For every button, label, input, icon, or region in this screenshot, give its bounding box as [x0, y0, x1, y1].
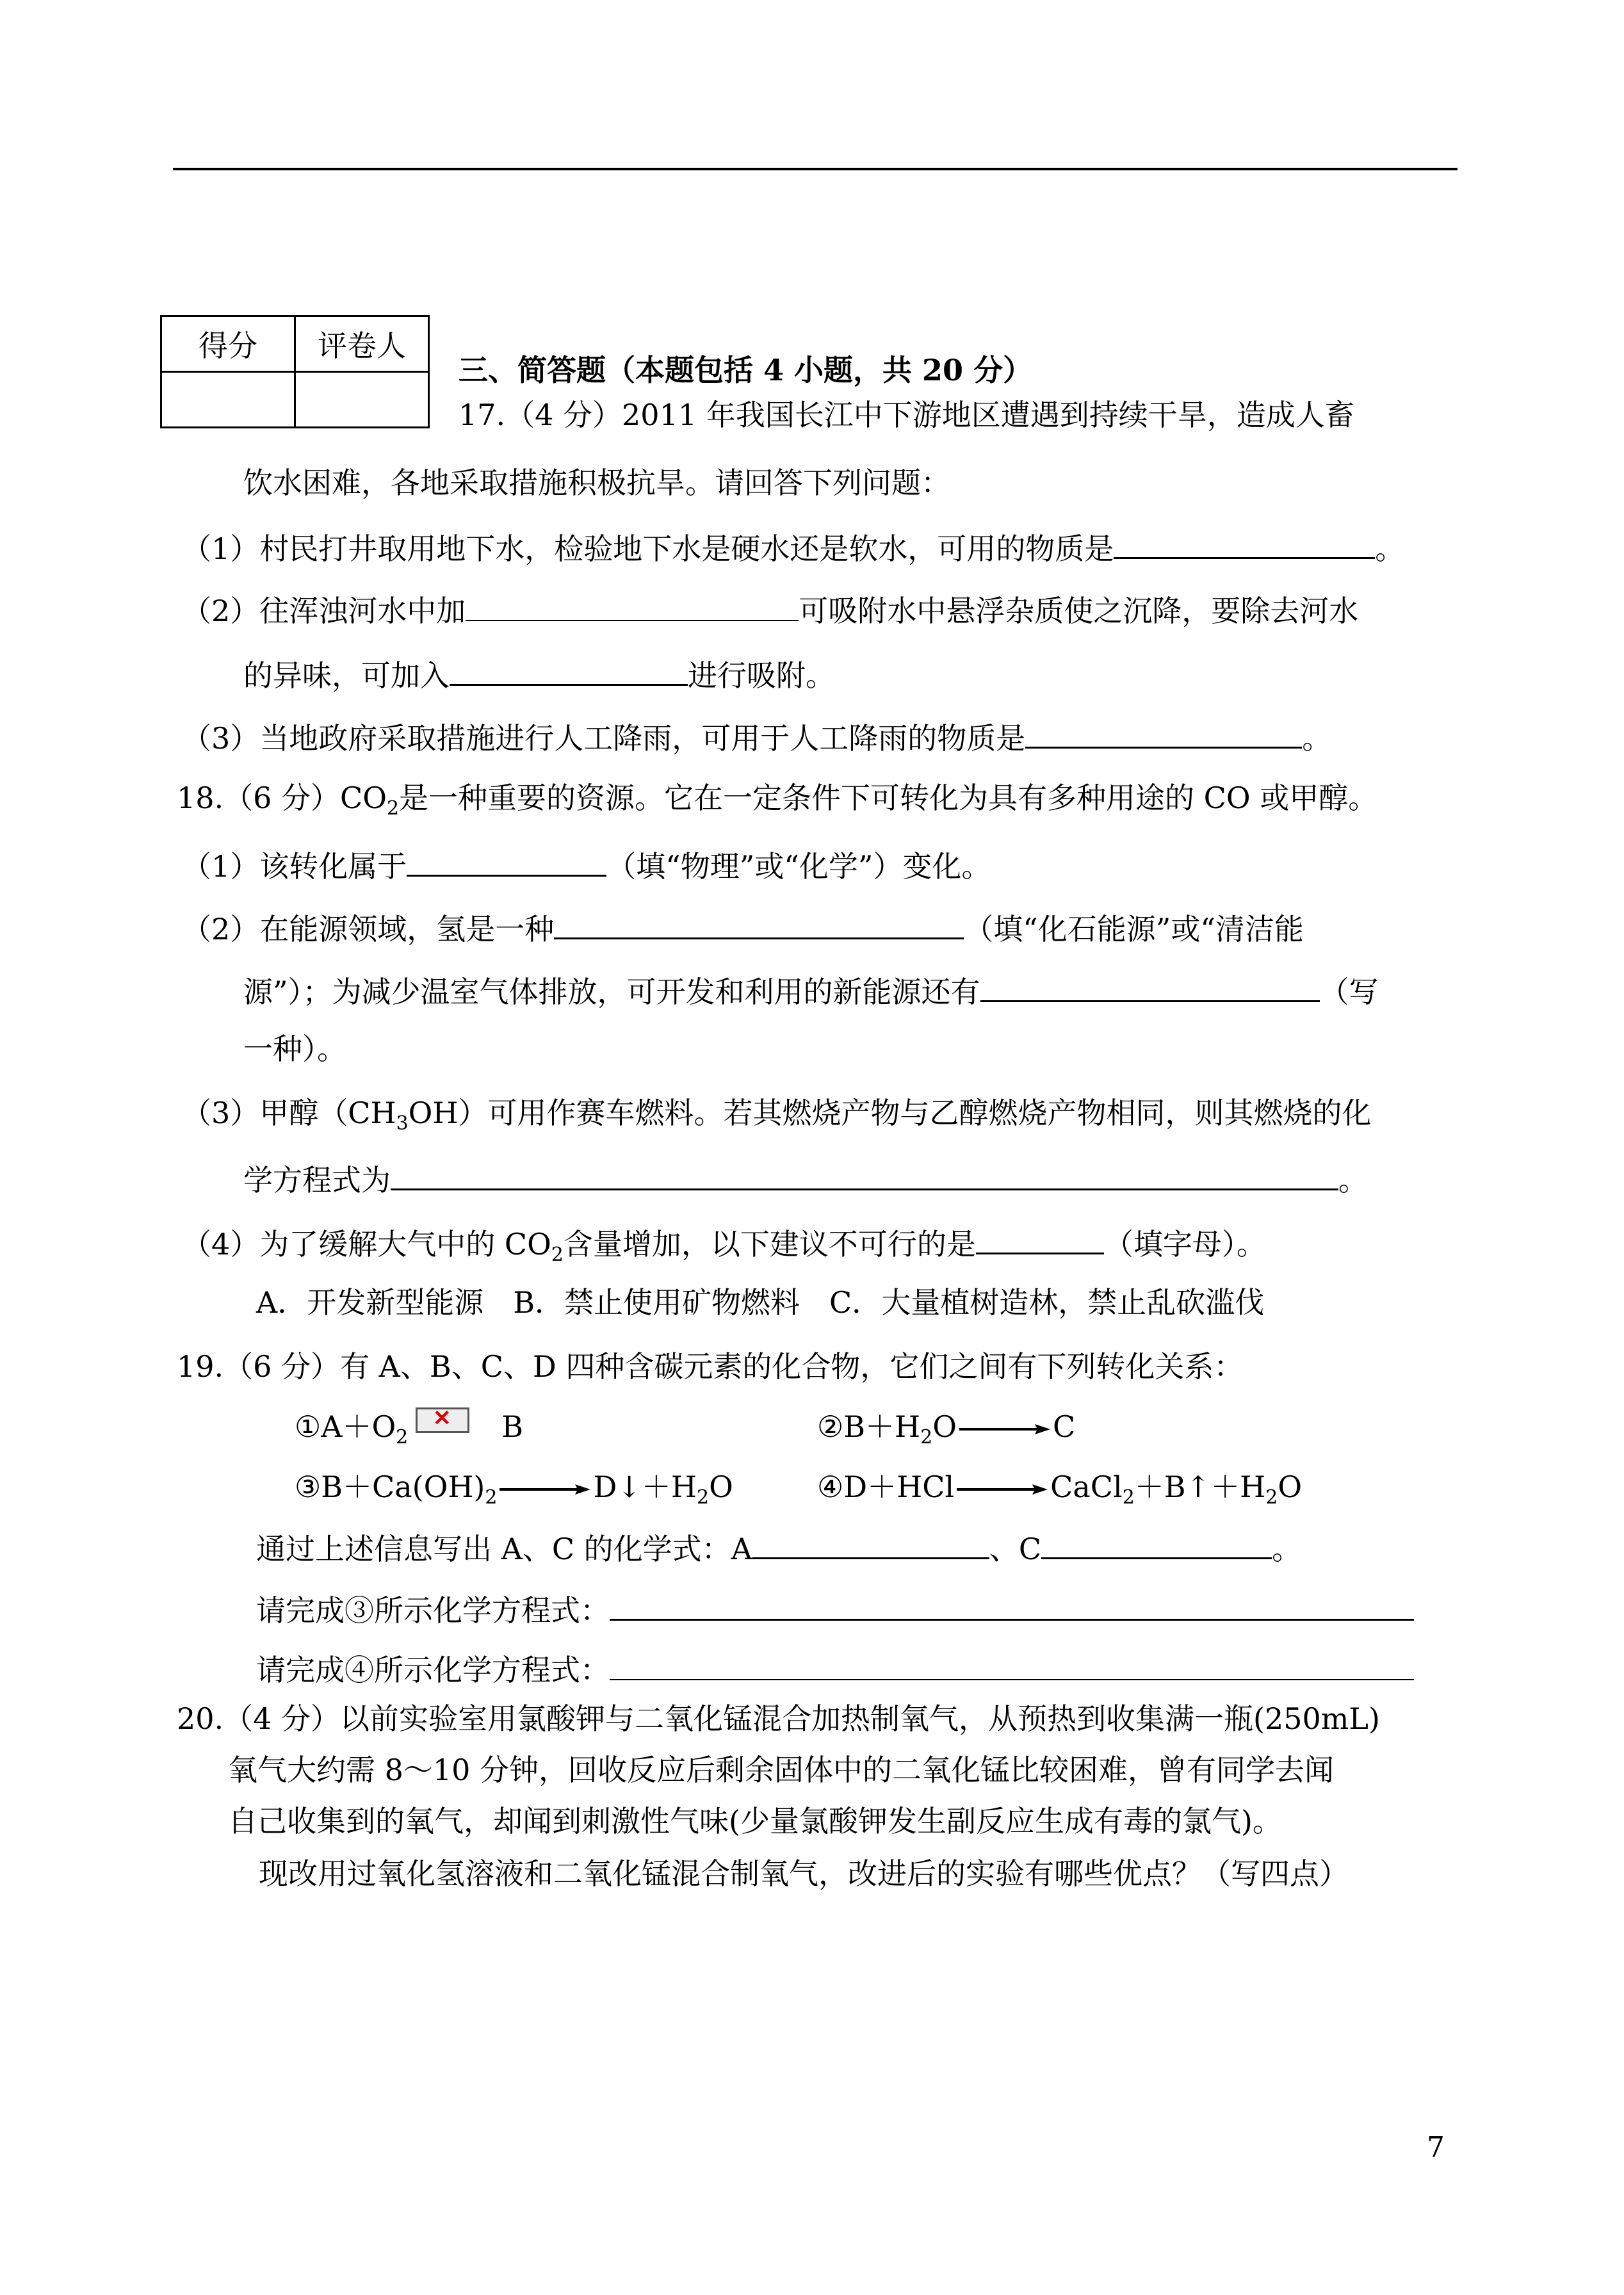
q19-r2-sub: 2 — [920, 1426, 933, 1448]
q17-part1-text: （1）村民打井取用地下水，检验地下水是硬水还是软水，可用的物质是 — [182, 531, 1114, 566]
q19-answer-A[interactable] — [752, 1525, 989, 1559]
q18-stem — [177, 779, 1378, 820]
q18-answer-2b[interactable] — [980, 968, 1320, 1002]
q19-ask-formulas — [256, 1525, 1301, 1568]
page-number: 7 — [1427, 2131, 1445, 2164]
q19-r3-sub2: 2 — [697, 1486, 710, 1509]
q19-r2-b: O — [932, 1409, 957, 1444]
q19-reaction-4 — [817, 1468, 1303, 1509]
q19-r4-a: ④D＋HCl — [817, 1470, 955, 1504]
arrow-icon — [957, 1416, 1053, 1442]
q19-r2-c: C — [1052, 1409, 1076, 1444]
q17-stem-line1: 17.（4 分）2011 年我国长江中下游地区遭遇到持续干旱，造成人畜 — [459, 398, 1354, 432]
q18-part3-end: 。 — [1338, 1163, 1368, 1197]
q17-part3-end: 。 — [1302, 721, 1332, 756]
q18-part4-a: （4）为了缓解大气中的 CO — [182, 1227, 551, 1261]
q19-answer-eq4[interactable] — [610, 1647, 1414, 1680]
q20-line3: 自己收集到的氧气，却闻到刺激性气味(少量氯酸钾发生副反应生成有毒的氯气)。 — [228, 1804, 1282, 1838]
q18-stem-b: 是一种重要的资源。它在一定条件下可转化为具有多种用途的 CO 或甲醇。 — [399, 781, 1378, 815]
q17-part2-text-a: （2）往浑浊河水中加 — [182, 594, 466, 628]
q17-part2-line2 — [243, 652, 835, 695]
q19-r2-a: ②B＋H — [817, 1409, 921, 1444]
score-table — [160, 315, 430, 428]
q19-r4-sub2: 2 — [1265, 1486, 1278, 1509]
q19-stem: 19.（6 分）有 A、B、C、D 四种含碳元素的化合物，它们之间有下列转化关系： — [177, 1349, 1244, 1384]
q19-answer-C[interactable] — [1041, 1525, 1272, 1559]
arrow-icon — [497, 1477, 593, 1502]
q18-part3-line2-a: 学方程式为 — [243, 1163, 391, 1197]
header-rule — [173, 168, 1458, 170]
q17-part2-line2-a: 的异味，可加入 — [243, 658, 450, 693]
q18-part3-line2 — [243, 1156, 1368, 1199]
q19-ask-eq3 — [256, 1587, 1414, 1630]
q18-part3-b: OH）可用作赛车燃料。若其燃烧产物与乙醇燃烧产物相同，则其燃烧的化 — [408, 1096, 1372, 1130]
q19-r3-b: D↓＋H — [593, 1470, 697, 1504]
q17-part3-text: （3）当地政府采取措施进行人工降雨，可用于人工降雨的物质是 — [182, 721, 1026, 756]
q19-r3-c: O — [709, 1470, 733, 1504]
q19-r1-b: B — [501, 1409, 524, 1444]
q18-part2-a: （2）在能源领域，氢是一种 — [182, 912, 555, 946]
q17-part1-end: 。 — [1375, 531, 1405, 566]
q18-part2 — [182, 905, 1304, 948]
q18-part4-sub: 2 — [551, 1244, 564, 1266]
q19-r1-a: ①A＋O — [295, 1409, 396, 1444]
q19-r4-d: O — [1278, 1470, 1303, 1504]
q18-part1 — [182, 843, 991, 886]
score-header: 得分 — [161, 316, 295, 372]
q19-r3-a: ③B＋Ca(OH) — [295, 1470, 485, 1504]
arrow-icon — [954, 1477, 1050, 1502]
section-title: 三、简答题（本题包括 4 小题，共 20 分） — [459, 353, 1033, 387]
q19-ask1-a: 通过上述信息写出 A、C 的化学式：A — [256, 1532, 752, 1566]
q19-ask1-end: 。 — [1272, 1532, 1302, 1566]
q19-ask2-text: 请完成③所示化学方程式： — [256, 1593, 610, 1628]
q19-r3-sub: 2 — [485, 1486, 498, 1509]
grader-cell[interactable] — [295, 372, 429, 428]
q20-line2: 氧气大约需 8～10 分钟，回收反应后剩余固体中的二氧化锰比较困难，曾有同学去闻 — [228, 1753, 1335, 1787]
q17-answer-2a[interactable] — [466, 588, 799, 621]
q18-part1-b: （填“物理”或“化学”）变化。 — [606, 849, 991, 884]
q19-r4-b: CaCl — [1050, 1470, 1123, 1504]
q17-part2-line2-b: 进行吸附。 — [688, 658, 835, 693]
q19-ask3-text: 请完成④所示化学方程式： — [256, 1653, 610, 1687]
q18-options: A．开发新型能源 B．禁止使用矿物燃料 C．大量植树造林，禁止乱砍滥伐 — [256, 1285, 1265, 1320]
q19-answer-eq3[interactable] — [610, 1587, 1414, 1621]
q18-part3 — [182, 1094, 1372, 1135]
q18-part2-line2-b: （写 — [1319, 975, 1379, 1009]
q18-stem-sub: 2 — [386, 797, 400, 820]
q18-part3-sub: 3 — [396, 1112, 409, 1135]
q19-reaction-2 — [817, 1407, 1075, 1446]
q19-reaction-1 — [295, 1407, 523, 1446]
q17-answer-2b[interactable] — [450, 652, 688, 686]
q18-stem-a: 18.（6 分）CO — [177, 781, 387, 815]
q19-reaction-3 — [295, 1468, 733, 1509]
q18-part3-a: （3）甲醇（CH — [182, 1096, 396, 1130]
q17-part2 — [182, 588, 1358, 630]
missing-image-icon: ✕ — [416, 1407, 469, 1433]
q18-part1-a: （1）该转化属于 — [182, 849, 407, 884]
q18-part2-b: （填“化石能源”或“清洁能 — [964, 912, 1304, 946]
q18-part2-line2-a: 源”）；为减少温室气体排放，可开发和利用的新能源还有 — [243, 975, 980, 1009]
q18-part2-line2 — [243, 968, 1379, 1011]
q17-part2-text-b: 可吸附水中悬浮杂质使之沉降，要除去河水 — [799, 594, 1359, 628]
q18-answer-4[interactable] — [976, 1220, 1104, 1254]
q19-r4-c: ＋B↑＋H — [1134, 1470, 1266, 1504]
q18-part2-line3: 一种）。 — [243, 1032, 346, 1066]
q17-part3 — [182, 715, 1331, 758]
q17-stem-line2: 饮水困难，各地采取措施积极抗旱。请回答下列问题： — [243, 466, 950, 500]
q18-answer-3[interactable] — [391, 1156, 1338, 1190]
q17-part1 — [182, 525, 1404, 568]
q18-part4-c: （填字母）。 — [1103, 1227, 1266, 1261]
q19-r1-sub: 2 — [396, 1426, 409, 1448]
q19-ask-eq4 — [256, 1647, 1414, 1689]
q20-line1: 20.（4 分）以前实验室用氯酸钾与二氧化锰混合加热制氧气，从预热到收集满一瓶(250mL) — [177, 1701, 1380, 1736]
q17-answer-1[interactable] — [1114, 525, 1375, 559]
score-cell[interactable] — [161, 372, 295, 428]
q18-answer-1[interactable] — [407, 843, 606, 877]
q19-r4-sub: 2 — [1122, 1486, 1135, 1509]
q18-part4-b: 含量增加，以下建议不可行的是 — [563, 1227, 976, 1261]
q17-answer-3[interactable] — [1025, 715, 1302, 749]
q18-part4 — [182, 1220, 1266, 1266]
q18-answer-2a[interactable] — [554, 905, 964, 939]
q20-line4: 现改用过氧化氢溶液和二氧化锰混合制氧气，改进后的实验有哪些优点？（写四点） — [259, 1856, 1349, 1891]
grader-header: 评卷人 — [295, 316, 429, 372]
q19-ask1-b: 、C — [989, 1532, 1042, 1566]
